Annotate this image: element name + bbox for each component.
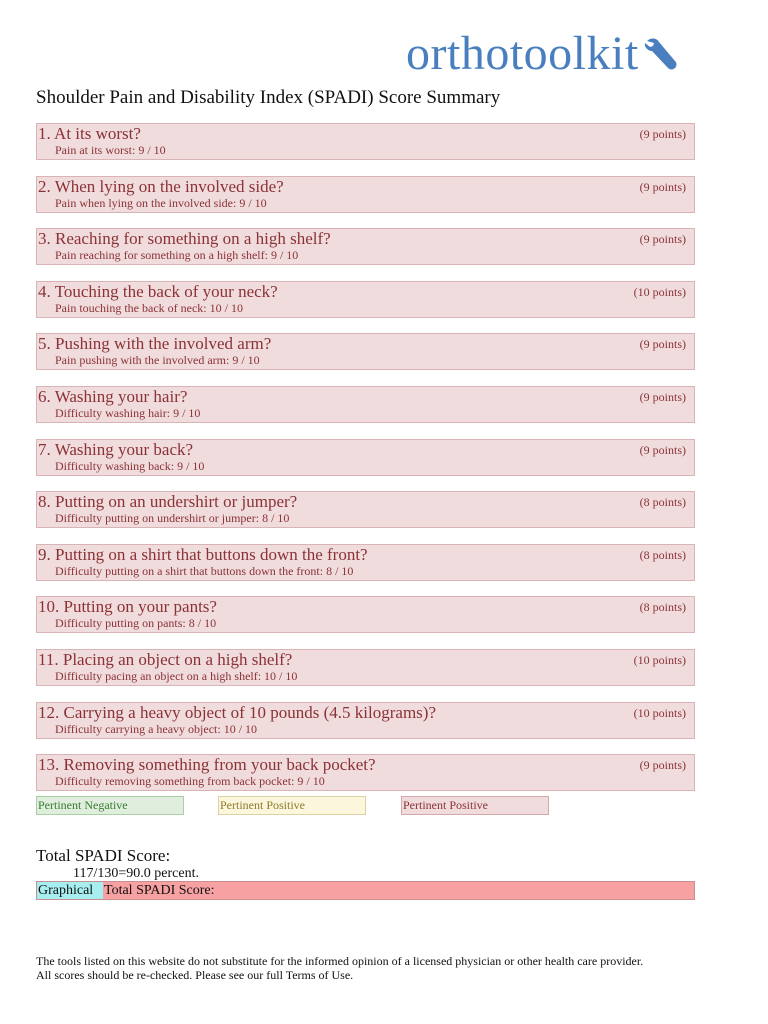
disclaimer-line-1: The tools listed on this website do not substitute for the informed opinion of a licensed physician or other health care provider. [36, 954, 644, 968]
question-detail: Difficulty putting on pants: 8 / 10 [55, 616, 217, 631]
question-points: (9 points) [639, 179, 686, 194]
question-text: 9. Putting on a shirt that buttons down the front? [38, 544, 368, 564]
question-points: (9 points) [639, 389, 686, 404]
question-points: (9 points) [639, 758, 686, 773]
question-item [36, 754, 695, 791]
question-text: 4. Touching the back of your neck? [38, 281, 278, 301]
question-item [36, 649, 695, 686]
question-item [36, 439, 695, 476]
wrench-icon [641, 35, 681, 75]
question-points: (8 points) [639, 547, 686, 562]
question-detail: Difficulty carrying a heavy object: 10 / 10 [55, 721, 258, 736]
question-item [36, 702, 695, 739]
legend-pertinent-positive-red: Pertinent Positive [401, 796, 549, 815]
question-points: (10 points) [633, 652, 686, 667]
brand-name: orthotoolkit [406, 27, 639, 80]
question-text: 2. When lying on the involved side? [38, 176, 284, 196]
question-item [36, 333, 695, 370]
legend-pertinent-positive-yellow: Pertinent Positive [218, 796, 366, 815]
question-text: 1. At its worst? [38, 124, 141, 143]
question-detail: Pain when lying on the involved side: 9 / 10 [55, 195, 267, 210]
question-detail: Difficulty pacing an object on a high shelf: 10 / 10 [55, 668, 298, 683]
question-text: 12. Carrying a heavy object of 10 pounds (4.5 kilograms)? [38, 702, 436, 722]
question-points: (10 points) [633, 284, 686, 299]
question-points: (8 points) [639, 600, 686, 615]
legend [0, 796, 768, 816]
question-item [36, 544, 695, 581]
question-text: 8. Putting on an undershirt or jumper? [38, 492, 298, 512]
page-title: Shoulder Pain and Disability Index (SPADI) Score Summary [36, 87, 501, 108]
question-detail: Pain touching the back of neck: 10 / 10 [55, 300, 243, 315]
question-item [36, 491, 695, 528]
legend-pertinent-negative: Pertinent Negative [36, 796, 184, 815]
question-detail: Pain pushing with the involved arm: 9 / 10 [55, 353, 260, 368]
question-text: 11. Placing an object on a high shelf? [38, 649, 293, 669]
question-list [36, 123, 695, 807]
question-points: (8 points) [639, 495, 686, 510]
total-score-value: 117/130=90.0 percent. [73, 866, 199, 881]
question-text: 6. Washing your hair? [38, 386, 188, 406]
question-points: (9 points) [639, 442, 686, 457]
question-detail: Difficulty removing something from back pocket: 9 / 10 [55, 774, 325, 789]
question-points: (10 points) [633, 705, 686, 720]
brand-logo[interactable] [406, 26, 681, 82]
question-item [36, 281, 695, 318]
question-points: (9 points) [639, 127, 686, 141]
question-item [36, 228, 695, 265]
question-detail: Difficulty washing hair: 9 / 10 [55, 405, 201, 420]
graphical-label: Graphical [37, 882, 103, 899]
question-detail: Difficulty putting on a shirt that buttons down the front: 8 / 10 [55, 563, 354, 578]
question-detail: Pain at its worst: 9 / 10 [55, 143, 166, 157]
question-text: 7. Washing your back? [38, 439, 194, 459]
graphical-score-bar [36, 881, 695, 900]
question-item [36, 176, 695, 213]
disclaimer-line-2: All scores should be re-checked. Please see our full Terms of Use. [36, 968, 354, 982]
question-text: 5. Pushing with the involved arm? [38, 334, 272, 354]
question-points: (9 points) [639, 337, 686, 352]
question-text: 3. Reaching for something on a high shelf? [38, 229, 331, 249]
question-detail: Difficulty putting on undershirt or jumper: 8 / 10 [55, 511, 290, 526]
total-score-label: Total SPADI Score: [36, 846, 171, 865]
question-item [36, 386, 695, 423]
disclaimer [36, 954, 716, 982]
question-item [36, 123, 695, 160]
question-item [36, 596, 695, 633]
question-points: (9 points) [639, 232, 686, 247]
question-text: 10. Putting on your pants? [38, 597, 217, 617]
graphical-total-label: Total SPADI Score: [104, 883, 215, 898]
question-text: 13. Removing something from your back pocket? [38, 755, 376, 775]
question-detail: Pain reaching for something on a high shelf: 9 / 10 [55, 248, 299, 263]
question-detail: Difficulty washing back: 9 / 10 [55, 458, 205, 473]
